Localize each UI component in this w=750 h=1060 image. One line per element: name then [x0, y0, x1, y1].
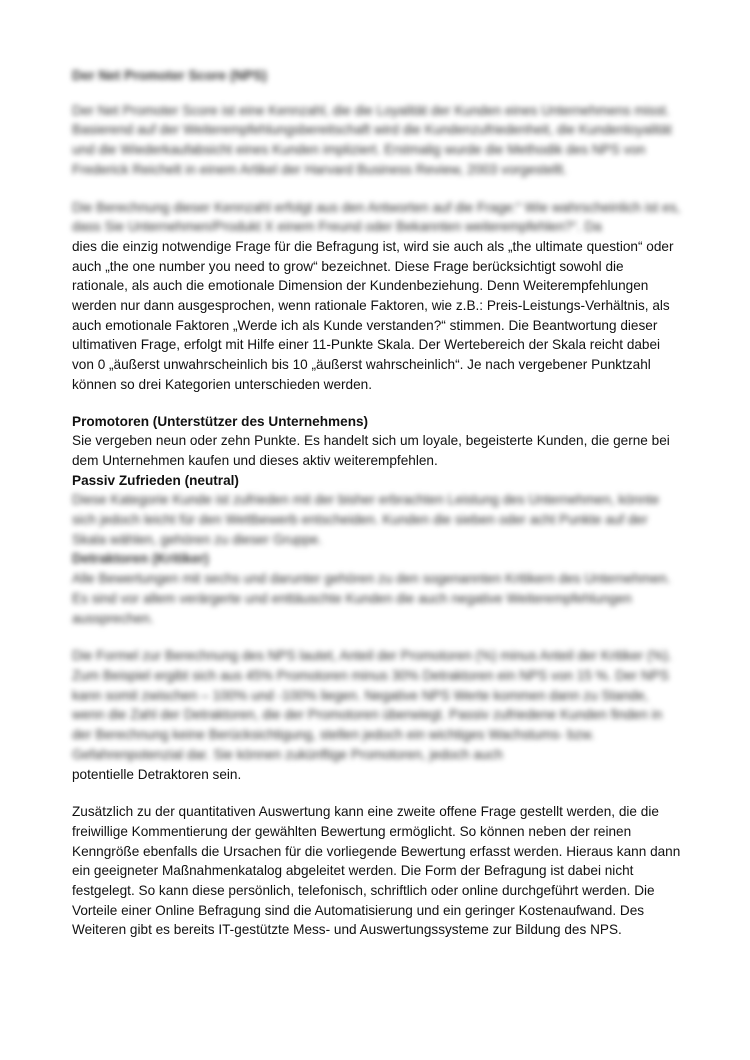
calculation-paragraph — [72, 198, 682, 395]
formula-blurred-text: Die Formel zur Berechnung des NPS lautet, Anteil der Promotoren (%) minus Anteil der Kritiker (%). Zum Beispiel ergibt sich aus 45% Promotoren minus 30% Detraktoren ein NPS von 15 %. Der NPS kann somit zwischen – 100% und -100% liegen. Negative NPS Werte kommen dann zu Stande, wenn die Zahl der Detraktoren, die der Promotoren überwiegt. Passiv zufriedene Kunden finden in der Berechnung keine Berücksichtigung, stellen jedoch ein wichtiges Wachstums- bzw. Gefahrenpotenzial dar. Sie können zukünftige Promotoren, jedoch auch — [72, 648, 672, 762]
promoters-heading: Promotoren (Unterstützer des Unternehmens) — [72, 413, 369, 429]
closing-paragraph: Zusätzlich zu der quantitativen Auswertung kann eine zweite offene Frage gestellt werden, die die freiwillige Kommentierung der gewählten Bewertung ermöglicht. So können neben der reinen Kenngröße ebenfalls die Ursachen für die vorliegende Bewertung erfasst werden. Hieraus kann dann ein geeigneter Maßnahmenkatalog abgeleitet werden. Die Form der Befragung ist dabei nicht festgelegt. So kann diese persönlich, telefonisch, schriftlich oder online durchgeführt werden. Die Vorteile einer Online Befragung sind die Automatisierung und ein geringer Kostenaufwand. Des Weiteren gibt es bereits IT-gestützte Mess- und Auswertungssysteme zur Bildung des NPS. — [72, 804, 681, 938]
passive-text: Diese Kategorie Kunde ist zufrieden mit der bisher erbrachten Leistung des Unternehmen, könnte sich jedoch leicht für den Wettbewerb entscheiden. Kunden die sieben oder acht Punkte auf der Skala wählen, gehören zu dieser Gruppe. — [72, 492, 660, 547]
calculation-visible-text: dies die einzig notwendige Frage für die Befragung ist, wird sie auch als „the ultimate question“ oder auch „the one number you need to grow“ bezeichnet. Diese Frage berücksichtigt sowohl die rationale, als auch die emotionale Dimension der Kundenbeziehung. Denn Weiterempfehlungen werden nur dann ausgesprochen, wenn rationale Faktoren, wie z.B.: Preis-Leistungs-Verhältnis, als auch emotionale Faktoren „Werde ich als Kunde verstanden?“ stimmen. Die Beantwortung dieser ultimativen Frage, erfolgt mit Hilfe einer 11-Punkte Skala. Der Wertebereich der Skala reicht dabei von 0 „äußerst unwahrscheinlich bis 10 „äußerst wahrscheinlich“. Je nach vergebener Punktzahl können so drei Kategorien unterschieden werden. — [72, 238, 674, 392]
formula-visible-text: potentielle Detraktoren sein. — [72, 766, 242, 782]
passive-heading: Passiv Zufrieden (neutral) — [72, 472, 239, 488]
document-title: Der Net Promoter Score (NPS) — [72, 68, 267, 83]
calculation-blurred-text: Die Berechnung dieser Kennzahl erfolgt aus den Antworten auf die Frage:“ Wie wahrscheinlich ist es, dass Sie Unternehmen/Produkt X einem Freund oder Bekannten weiterempfehlen?“. Da — [72, 199, 681, 235]
formula-paragraph — [72, 646, 682, 784]
promoters-text: Sie vergeben neun oder zehn Punkte. Es handelt sich um loyale, begeisterte Kunden, die gerne bei dem Unternehmen kaufen und dieses aktiv weiterempfehlen. — [72, 433, 670, 468]
detractors-heading: Detraktoren (Kritiker) — [72, 551, 209, 567]
intro-paragraph: Der Net Promoter Score ist eine Kennzahl, die die Loyalität der Kunden eines Unternehmens misst. Basierend auf der Weiterempfehlungsbereitschaft wird die Kundenzufriedenheit, die Kundenloyalität und die Wiederkaufabsicht eines Kunden impliziert. Erstmalig wurde die Methodik des NPS von Frederick Reichelt in einem Artikel der Harvard Business Review, 2003 vorgestellt. — [72, 102, 672, 177]
document-body — [72, 66, 682, 940]
detractors-text: Alle Bewertungen mit sechs und darunter gehören zu den sogenannten Kritikern des Unternehmen. Es sind vor allem verärgerte und enttäuschte Kunden die auch negative Weiterempfehlungen aussprechen. — [72, 571, 671, 626]
